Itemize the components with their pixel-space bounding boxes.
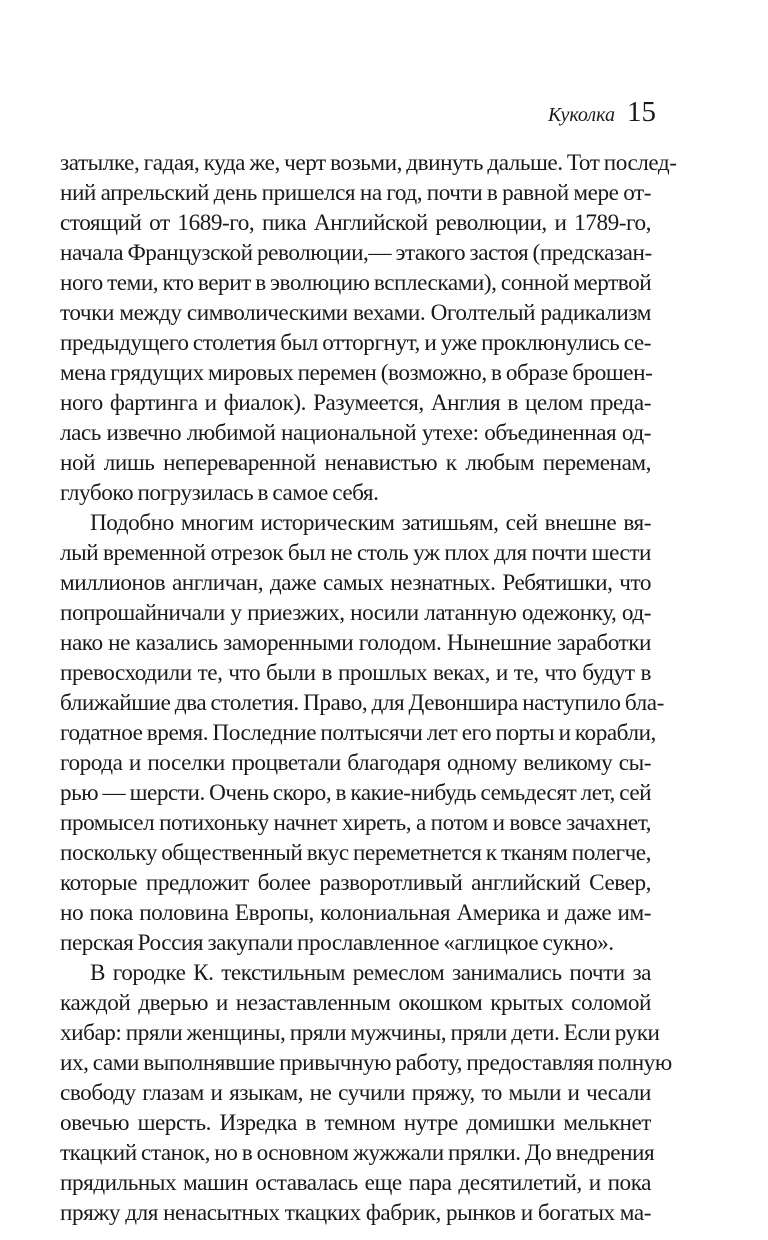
text-line: лый временной отрезок был не столь уж плох для почти шести (60, 540, 651, 566)
text-line: ний апрельский день пришелся на год, почти в равной мере от- (60, 180, 651, 206)
text-line: стоящий от 1689-го, пика Английской революции, и 1789-го, (60, 210, 651, 236)
text-line: мена грядущих мировых перемен (возможно, в образе брошен- (60, 360, 653, 386)
text-line: хибар: пряли женщины, пряли мужчины, пряли дети. Если руки (60, 1020, 660, 1046)
text-line: лась извечно любимой национальной утехе: объединенная од- (60, 420, 651, 446)
text-line: глубоко погрузилась в самое себя. (60, 480, 379, 506)
text-line: годатное время. Последние полтысячи лет его порты и корабли, (60, 720, 656, 746)
paragraph-first-line: В городке К. текстильным ремеслом занимались почти за (90, 960, 651, 986)
text-line: ного фартинга и фиалок). Разумеется, Англия в целом преда- (60, 390, 651, 416)
text-line: промысел потихоньку начнет хиреть, а потом и вовсе зачахнет, (60, 810, 651, 836)
body-text (60, 148, 677, 1228)
text-line: превосходили те, что были в прошлых веках, и те, что будут в (60, 660, 651, 686)
text-line: каждой дверью и незаставленным окошком крытых соломой (60, 990, 651, 1016)
running-head (548, 96, 656, 129)
text-line: поскольку общественный вкус переметнется к тканям полегче, (60, 840, 651, 866)
text-line: перская Россия закупали прославленное «аглицкое сукно». (60, 930, 614, 956)
text-line: точки между символическими вехами. Оголтелый радикализм (60, 300, 651, 326)
text-line: их, сами выполнявшие привычную работу, предоставляя полную (60, 1050, 672, 1076)
text-line: ткацкий станок, но в основном жужжали прялки. До внедрения (60, 1140, 655, 1166)
text-line: начала Французской революции,— этакого застоя (предсказан- (60, 240, 652, 266)
text-line: попрошайничали у приезжих, носили латанную одежонку, од- (60, 600, 651, 626)
text-line: которые предложит более разворотливый английский Север, (60, 870, 651, 896)
page-number: 15 (627, 96, 656, 128)
paragraph-first-line: Подобно многим историческим затишьям, сей внешне вя- (90, 510, 651, 536)
text-line: свободу глазам и языкам, не сучили пряжу, то мыли и чесали (60, 1080, 651, 1106)
text-line: предыдущего столетия был отторгнут, и уже проклюнулись се- (60, 330, 651, 356)
text-line: овечью шерсть. Изредка в темном нутре домишки мелькнет (60, 1110, 651, 1136)
text-line: ближайшие два столетия. Право, для Девоншира наступило бла- (60, 690, 664, 716)
text-line: миллионов англичан, даже самых незнатных. Ребятишки, что (60, 570, 651, 596)
text-line: затылке, гадая, куда же, черт возьми, двинуть дальше. Тот послед- (60, 150, 677, 176)
text-line: ного теми, кто верит в эволюцию всплесками), сонной мертвой (60, 270, 652, 296)
text-line: пряжу для ненасытных ткацких фабрик, рынков и богатых ма- (60, 1200, 651, 1226)
text-line: рью — шерсти. Очень скоро, в какие-нибудь семьдесят лет, сей (60, 780, 652, 806)
text-line: но пока половина Европы, колониальная Америка и даже им- (60, 900, 651, 926)
text-line: города и поселки процветали благодаря одному великому сы- (60, 750, 651, 776)
running-title: Куколка (548, 104, 615, 126)
text-line: нако не казались заморенными голодом. Нынешние заработки (60, 630, 651, 656)
text-line: ной лишь непереваренной ненавистью к любым переменам, (60, 450, 651, 476)
text-line: прядильных машин оставалась еще пара десятилетий, и пока (60, 1170, 651, 1196)
